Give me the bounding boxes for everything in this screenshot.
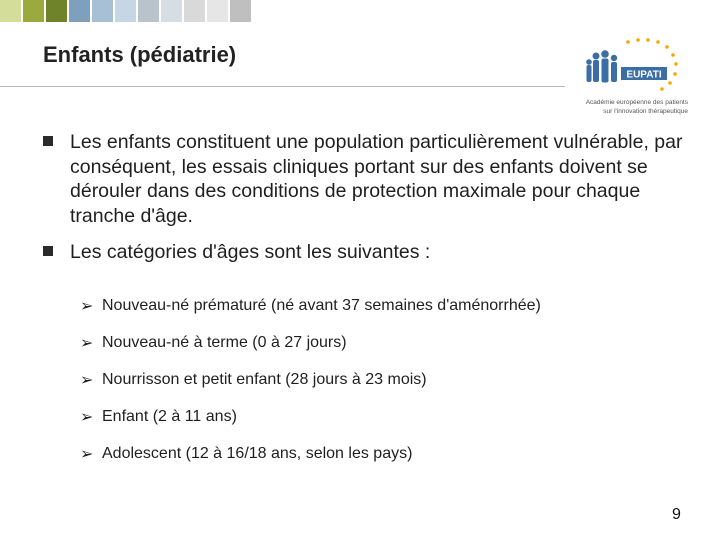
- header-color-strip: [0, 0, 253, 22]
- header-color-square: [46, 0, 67, 22]
- header-color-square: [230, 0, 251, 22]
- arrow-bullet-icon: ➢: [80, 444, 94, 463]
- bullet-list: [43, 130, 683, 265]
- bullet-item: [43, 130, 683, 228]
- header-color-square: [92, 0, 113, 22]
- square-bullet-icon: [43, 136, 53, 146]
- sub-bullet-item: [80, 370, 541, 407]
- age-category-list: [80, 296, 541, 481]
- sub-bullet-text: Adolescent (12 à 16/18 ans, selon les pays): [102, 445, 413, 462]
- arrow-bullet-icon: ➢: [80, 296, 94, 315]
- star-ring-icon: [626, 38, 678, 91]
- header-color-square: [138, 0, 159, 22]
- sub-bullet-item: [80, 296, 541, 333]
- square-bullet-icon: [43, 246, 53, 256]
- header-color-square: [0, 0, 21, 22]
- slide-title: Enfants (pédiatrie): [43, 42, 237, 67]
- sub-bullet-text: Nouveau-né à terme (0 à 27 jours): [102, 334, 347, 351]
- logo-name: EUPATI: [626, 69, 662, 81]
- sub-bullet-item: [80, 407, 541, 444]
- people-silhouettes-icon: [586, 50, 617, 82]
- eupati-logo-graphic: [566, 34, 688, 98]
- bullet-text: Les catégories d'âges sont les suivantes :: [70, 241, 431, 263]
- sub-bullet-item: [80, 333, 541, 370]
- title-divider: [0, 86, 565, 87]
- arrow-bullet-icon: ➢: [80, 370, 94, 389]
- logo-tagline: [566, 98, 688, 116]
- sub-bullet-text: Nourrisson et petit enfant (28 jours à 23 mois): [102, 371, 427, 388]
- header-color-square: [184, 0, 205, 22]
- header-color-square: [161, 0, 182, 22]
- bullet-item: [43, 240, 683, 265]
- logo-tagline-line-1: Académie européenne des patients: [585, 99, 688, 106]
- sub-bullet-text: Nouveau-né prématuré (né avant 37 semaines d'aménorrhée): [102, 297, 541, 314]
- sub-bullet-text: Enfant (2 à 11 ans): [102, 408, 237, 425]
- arrow-bullet-icon: ➢: [80, 333, 94, 352]
- bullet-text: Les enfants constituent une population particulièrement vulnérable, par conséquent, les essais cliniques portant sur des enfants doivent se dérouler dans des conditions de protection maximale pour chaque tranche d'âge.: [70, 131, 683, 227]
- arrow-bullet-icon: ➢: [80, 407, 94, 426]
- header-color-square: [69, 0, 90, 22]
- header-color-square: [115, 0, 136, 22]
- header-color-square: [23, 0, 44, 22]
- eupati-logo: [566, 34, 688, 126]
- page-number: 9: [672, 506, 681, 523]
- logo-tagline-line-2: sur l'innovation thérapeutique: [603, 108, 688, 115]
- sub-bullet-item: [80, 444, 541, 481]
- header-color-square: [207, 0, 228, 22]
